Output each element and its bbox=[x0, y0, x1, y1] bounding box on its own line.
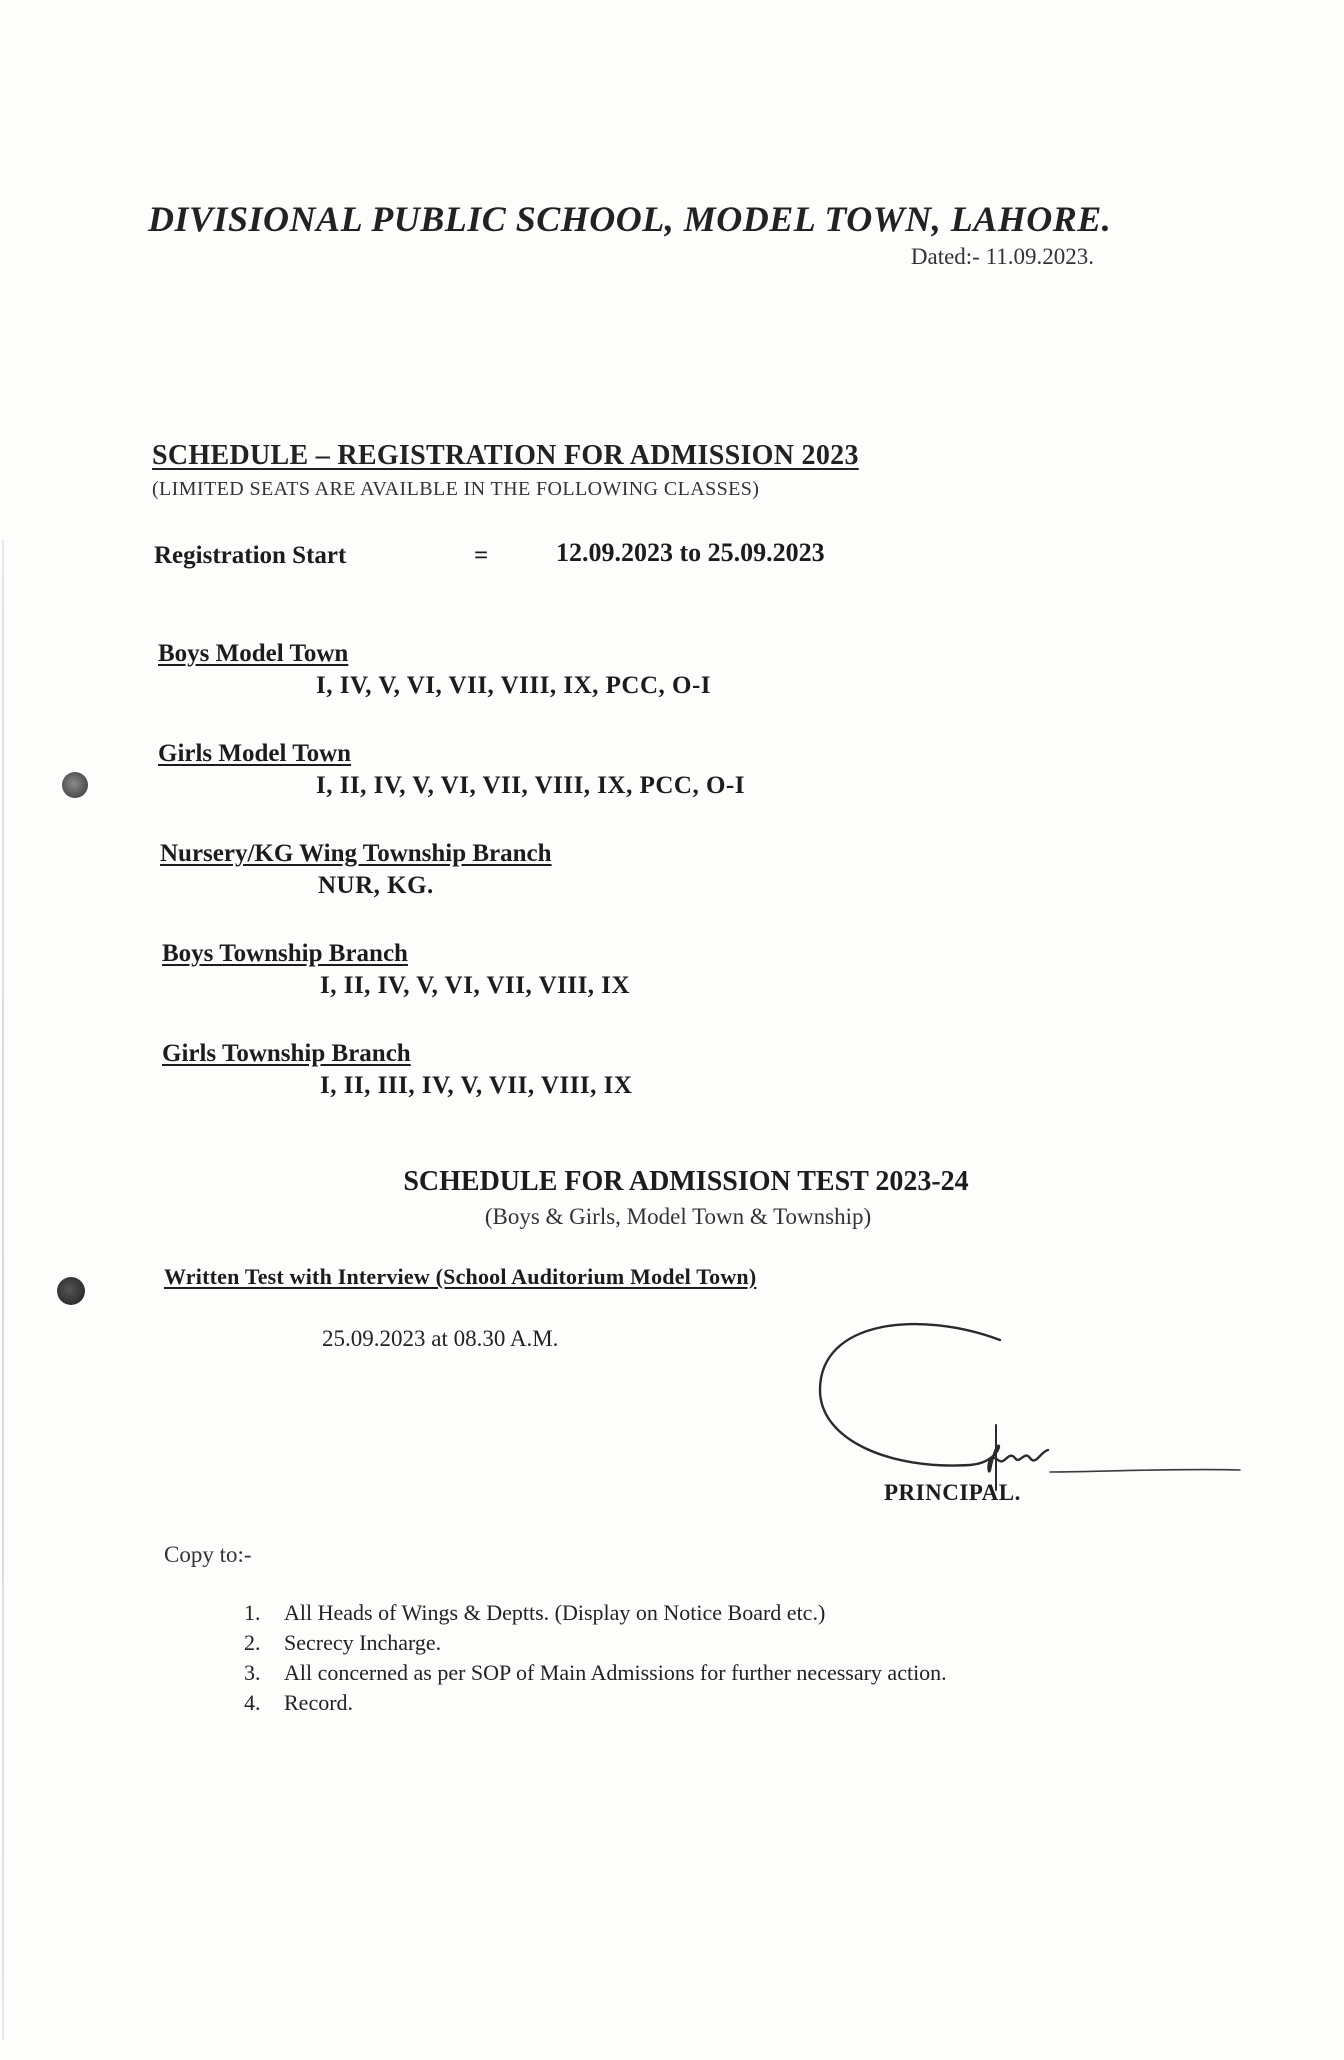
branch-name-nursery-kg-township: Nursery/KG Wing Township Branch bbox=[160, 840, 552, 867]
written-test-label: Written Test with Interview (School Auditorium Model Town) bbox=[164, 1264, 757, 1289]
branch-name-boys-model-town: Boys Model Town bbox=[158, 640, 349, 667]
principal-signature bbox=[800, 1300, 1260, 1500]
branch-classes-boys-township: I, II, IV, V, VI, VII, VIII, IX bbox=[320, 972, 631, 999]
punch-hole-upper bbox=[62, 772, 88, 798]
admission-test-heading-text: SCHEDULE FOR ADMISSION TEST 2023-24 bbox=[403, 1166, 969, 1197]
list-item-text: Secrecy Incharge. bbox=[284, 1630, 442, 1655]
list-item-text: All Heads of Wings & Deptts. (Display on Notice Board etc.) bbox=[284, 1600, 826, 1625]
list-item-number: 2. bbox=[244, 1630, 261, 1655]
branch-name-girls-township: Girls Township Branch bbox=[162, 1040, 411, 1067]
registration-start-label: Registration Start bbox=[154, 542, 347, 569]
list-item bbox=[244, 1688, 947, 1718]
list-item bbox=[244, 1628, 947, 1658]
branch-classes-girls-township: I, II, III, IV, V, VII, VIII, IX bbox=[320, 1072, 633, 1099]
branch-classes-girls-model-town: I, II, IV, V, VI, VII, VIII, IX, PCC, O-I bbox=[316, 772, 745, 799]
admission-test-subheading-text: (Boys & Girls, Model Town & Township) bbox=[484, 1204, 872, 1229]
list-item-number: 1. bbox=[244, 1600, 261, 1625]
list-item-text: All concerned as per SOP of Main Admissions for further necessary action. bbox=[284, 1660, 947, 1685]
copy-to-list bbox=[244, 1598, 947, 1718]
branch-name-girls-model-town: Girls Model Town bbox=[158, 740, 352, 767]
branch-classes-boys-model-town: I, IV, V, VI, VII, VIII, IX, PCC, O-I bbox=[316, 672, 712, 699]
registration-subheading: (LIMITED SEATS ARE AVAILBLE IN THE FOLLOWING CLASSES) bbox=[152, 478, 760, 500]
registration-start-value: 12.09.2023 to 25.09.2023 bbox=[556, 538, 825, 567]
list-item bbox=[244, 1598, 947, 1628]
registration-heading: SCHEDULE – REGISTRATION FOR ADMISSION 2023 bbox=[152, 440, 859, 471]
copy-to-label: Copy to:- bbox=[164, 1542, 252, 1567]
branch-classes-nursery-kg-township: NUR, KG. bbox=[318, 872, 434, 899]
branch-name-boys-township: Boys Township Branch bbox=[162, 940, 408, 967]
list-item-number: 4. bbox=[244, 1690, 261, 1715]
list-item-text: Record. bbox=[284, 1690, 354, 1715]
list-item-number: 3. bbox=[244, 1660, 261, 1685]
document-date: Dated:- 11.09.2023. bbox=[910, 244, 1094, 269]
school-name: DIVISIONAL PUBLIC SCHOOL, MODEL TOWN, LAHORE. bbox=[148, 199, 1112, 239]
principal-title: PRINCIPAL. bbox=[884, 1480, 1021, 1505]
registration-equals: = bbox=[474, 542, 489, 569]
admission-test-heading bbox=[0, 1166, 1344, 1198]
punch-hole-lower bbox=[57, 1277, 85, 1305]
list-item bbox=[244, 1658, 947, 1688]
written-test-datetime: 25.09.2023 at 08.30 A.M. bbox=[322, 1326, 559, 1351]
paper-edge-shadow bbox=[2, 540, 4, 2040]
admission-test-subheading bbox=[0, 1204, 1344, 1230]
